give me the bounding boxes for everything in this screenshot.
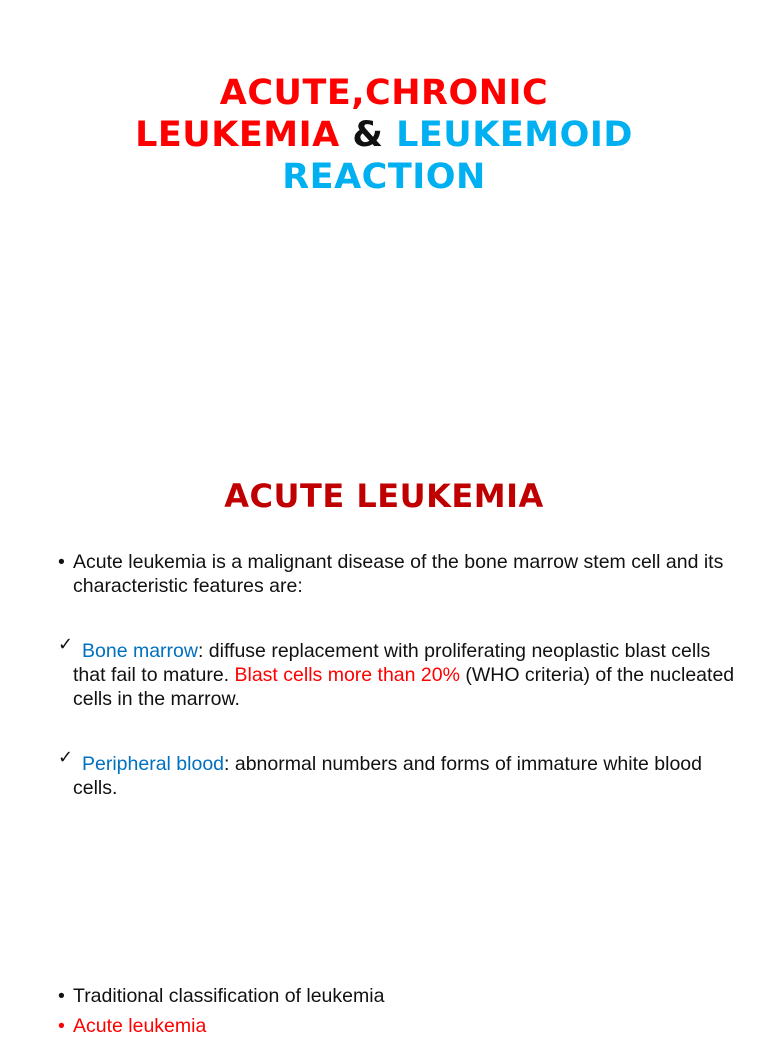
checkmark-icon: ✓ bbox=[58, 634, 74, 655]
title-leukemoid: LEUKEMOID bbox=[396, 115, 633, 155]
bullet-dot-icon: • bbox=[58, 985, 65, 1007]
bullet-classification bbox=[58, 984, 738, 1008]
title-line-1: ACUTE,CHRONIC bbox=[219, 73, 549, 113]
slide-title bbox=[0, 72, 768, 198]
bullet-bone-marrow-text bbox=[73, 639, 738, 711]
bone-marrow-desc-b: (WHO criteria) of the nucleated cells in the marrow. bbox=[73, 664, 735, 710]
title-line-3: REACTION bbox=[282, 157, 486, 197]
bullet-acute-leukemia-text: Acute leukemia bbox=[73, 1015, 207, 1037]
bone-marrow-desc-a: : diffuse replacement with proliferating neoplastic blast cells that fail to mature. bbox=[73, 640, 711, 686]
bullet-intro bbox=[58, 550, 738, 598]
checkmark-icon: ✓ bbox=[58, 747, 74, 768]
bullet-peripheral-blood bbox=[58, 747, 738, 800]
peripheral-blood-desc: : abnormal numbers and forms of immature white blood cells. bbox=[73, 753, 702, 799]
blast-cells-highlight: Blast cells more than 20% bbox=[234, 664, 460, 686]
bullet-bone-marrow bbox=[58, 634, 738, 711]
term-bone-marrow: Bone marrow bbox=[82, 640, 198, 662]
section-title: ACUTE LEUKEMIA bbox=[224, 477, 544, 515]
bullet-classification-text: Traditional classification of leukemia bbox=[73, 985, 385, 1007]
title-line-2 bbox=[0, 114, 768, 156]
title-ampersand: & bbox=[352, 115, 384, 155]
bullet-acute-leukemia-cut bbox=[58, 1014, 738, 1038]
title-leukemia: LEUKEMIA bbox=[135, 115, 340, 155]
bullet-dot-icon: • bbox=[58, 1015, 65, 1037]
bullet-intro-text: Acute leukemia is a malignant disease of the bone marrow stem cell and its characteristic features are: bbox=[73, 551, 724, 597]
bullet-peripheral-blood-text bbox=[73, 752, 738, 800]
term-peripheral-blood: Peripheral blood bbox=[82, 753, 225, 775]
bullet-dot-icon: • bbox=[58, 551, 65, 573]
